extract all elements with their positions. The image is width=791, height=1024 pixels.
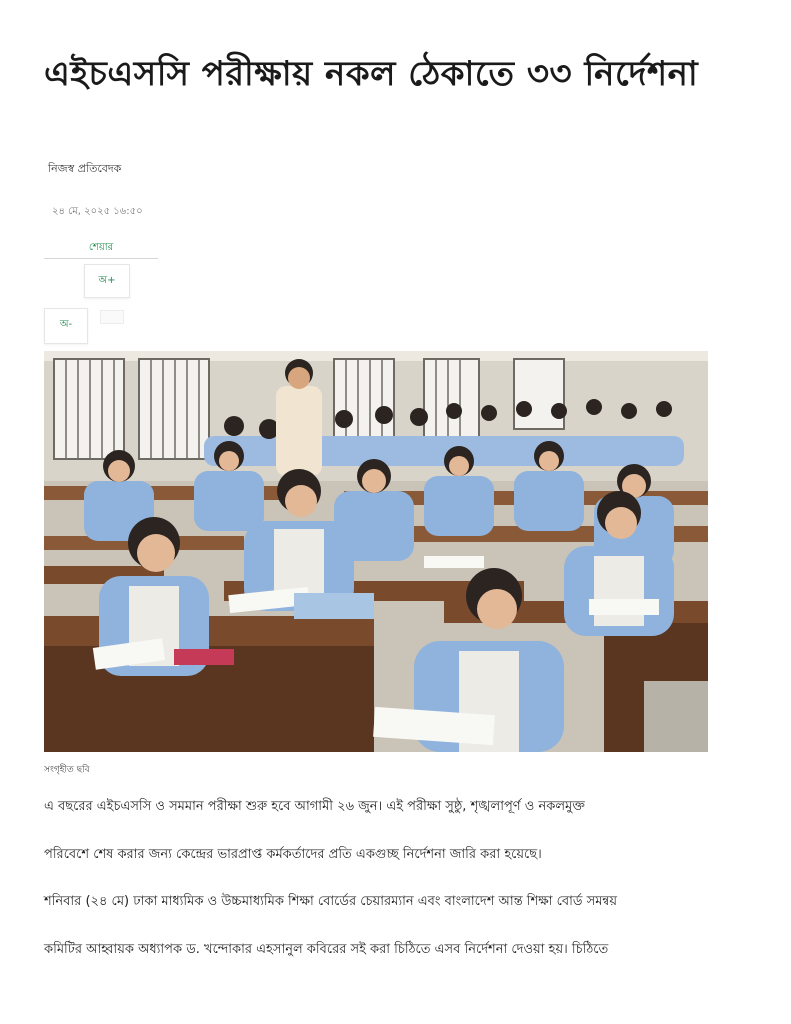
article-date: ২৪ মে, ২০২৫ ১৬:৫০ <box>52 206 143 217</box>
font-increase-button[interactable]: অ+ <box>84 264 130 298</box>
paragraph-line: শনিবার (২৪ মে) ঢাকা মাধ্যমিক ও উচ্চমাধ্যমিক শিক্ষা বোর্ডের চেয়ারম্যান এবং বাংলাদেশ আন্ত শিক্ষা বোর্ড সমন্বয় <box>44 894 617 909</box>
article-paragraph <box>44 878 724 974</box>
share-button[interactable]: শেয়ার <box>44 240 158 259</box>
article-headline: এইচএসসি পরীক্ষায় নকল ঠেকাতে ৩৩ নির্দেশনা <box>44 54 699 94</box>
font-reset-button[interactable] <box>100 310 124 324</box>
paragraph-line: পরিবেশে শেষ করার জন্য কেন্দ্রের ভারপ্রাপ্ত কর্মকর্তাদের প্রতি একগুচ্ছ নির্দেশনা জারি করা হয়েছে। <box>44 847 542 862</box>
photo-caption: সংগৃহীত ছবি <box>44 765 90 775</box>
font-decrease-button[interactable]: অ- <box>44 308 88 344</box>
paragraph-line: কমিটির আহ্বায়ক অধ্যাপক ড. খন্দোকার এহসানুল কবিরের সই করা চিঠিতে এসব নির্দেশনা দেওয়া হয়। চিঠিতে <box>44 942 609 957</box>
paragraph-line: এ বছরের এইচএসসি ও সমমান পরীক্ষা শুরু হবে আগামী ২৬ জুন। এই পরীক্ষা সুষ্ঠু, শৃঙ্খলাপূর্ণ ও নকলমুক্ত <box>44 799 585 814</box>
article-paragraph <box>44 783 724 879</box>
article-author[interactable]: নিজস্ব প্রতিবেদক <box>48 162 122 175</box>
article-photo <box>44 351 708 752</box>
exam-hall-illustration <box>44 351 708 752</box>
